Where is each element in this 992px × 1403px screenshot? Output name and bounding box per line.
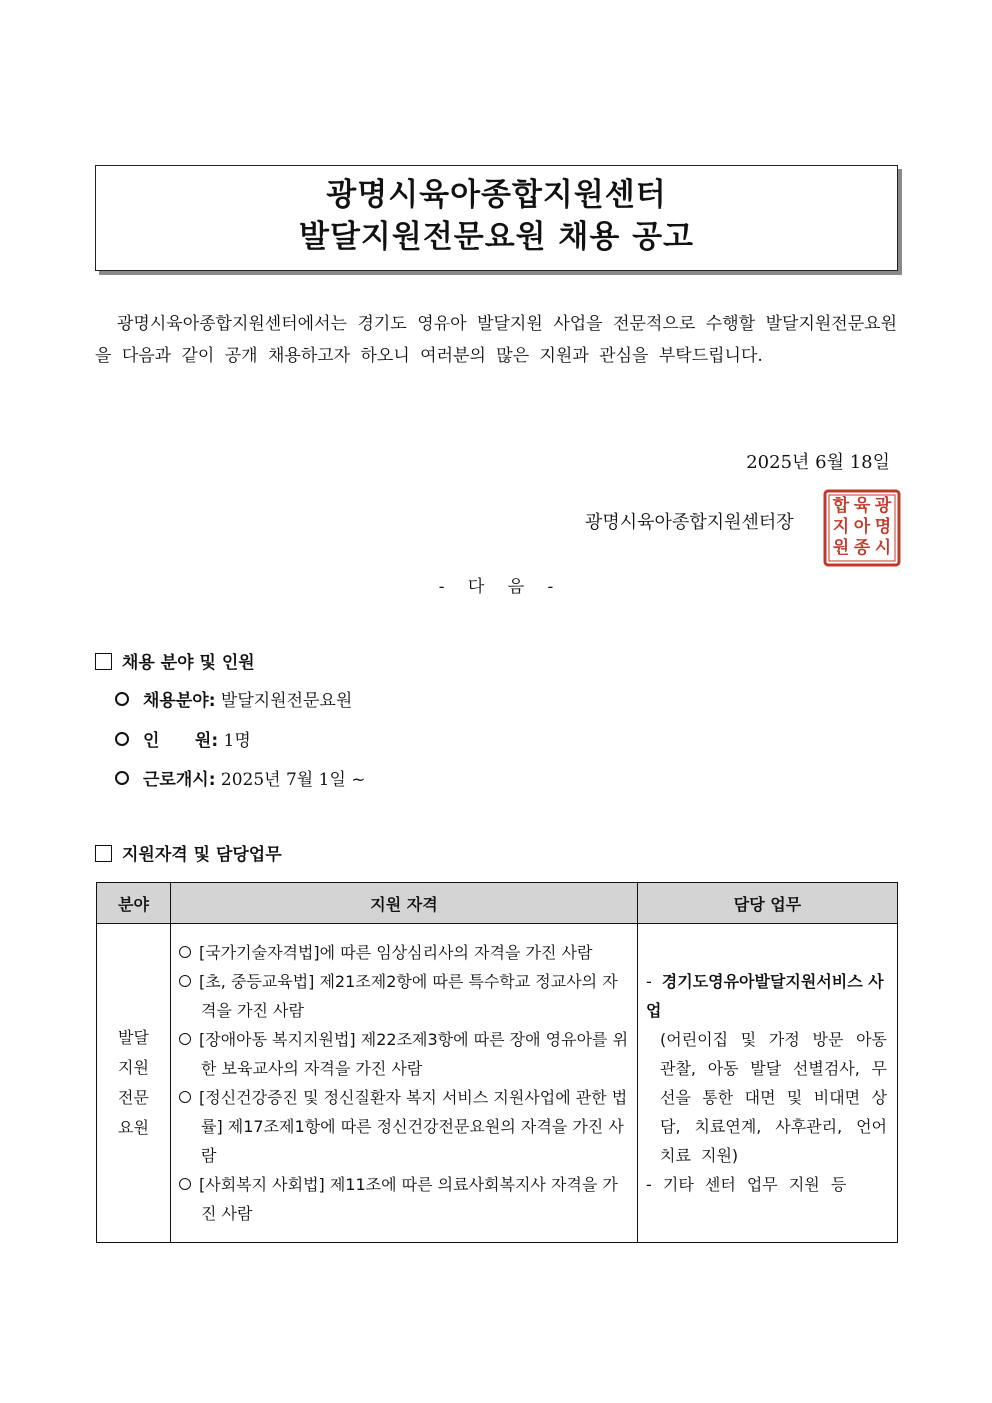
intro-paragraph: 광명시육아종합지원센터에서는 경기도 영유아 발달지원 사업을 전문적으로 수행할 발달지원전문요원을 다음과 같이 공개 채용하고자 하오니 여러분의 많은 지원과 관심을 부탁드립니다. [95, 314, 897, 366]
qualification-table [96, 882, 898, 1243]
item-key: 채용분야: [143, 691, 216, 711]
qualification-text: [정신건강증진 및 정신질환자 복지 서비스 지원사업에 관한 법률] 제17조제1항에 따른 정신건강전문요원의 자격을 가진 사람 [199, 1088, 628, 1165]
item-value: 발달지원전문요원 [215, 691, 353, 711]
section-recruitment [95, 648, 255, 673]
circle-bullet-icon [179, 1178, 191, 1190]
header-field: 분야 [97, 883, 171, 924]
circle-bullet-icon [115, 692, 129, 706]
section-title: 채용 분야 및 인원 [122, 653, 255, 673]
circle-bullet-icon [179, 946, 191, 958]
table-header-row [97, 883, 898, 924]
duty-main: - 경기도영유아발달지원서비스 사업 [646, 972, 884, 1020]
circle-bullet-icon [179, 1033, 191, 1045]
list-item [115, 686, 352, 711]
seal-char: 아 [853, 517, 871, 537]
seal-char: 육 [853, 496, 871, 516]
title-box [95, 165, 898, 271]
list-item [115, 765, 366, 790]
circle-bullet-icon [115, 771, 129, 785]
circle-bullet-icon [115, 732, 129, 746]
qualification-item [179, 1170, 629, 1228]
section-title: 지원자격 및 담당업무 [122, 845, 282, 865]
seal-char: 지 [832, 517, 850, 537]
item-key: 근로개시: [143, 770, 216, 790]
field-line: 발달 [118, 1028, 149, 1047]
checkbox-square-icon [95, 845, 112, 862]
item-key: 인 원: [143, 731, 219, 751]
duty-detail: (어린이집 및 가정 방문 아동관찰, 아동 발달 선별검사, 무선을 통한 대면 및 비대면 상담, 치료연계, 사후관리, 언어치료 지원) [660, 1030, 887, 1165]
section-qualifications [95, 840, 282, 865]
seal-char: 시 [874, 538, 892, 558]
seal-char: 명 [874, 517, 892, 537]
circle-bullet-icon [179, 975, 191, 987]
seal-char: 종 [853, 538, 871, 558]
field-line: 지원 [118, 1058, 149, 1077]
circle-bullet-icon [179, 1091, 191, 1103]
item-value: 1명 [218, 731, 251, 751]
checkbox-square-icon [95, 653, 112, 670]
header-duties: 담당 업무 [638, 883, 898, 924]
duty-main-text: 경기도영유아발달지원서비스 사업 [646, 972, 884, 1020]
field-line: 전문 [118, 1088, 149, 1107]
seal-char: 합 [832, 496, 850, 516]
qualification-text: [국가기술자격법]에 따른 임상심리사의 자격을 가진 사람 [199, 943, 593, 962]
qualification-item [179, 967, 629, 1025]
qualification-item [179, 1025, 629, 1083]
qualification-text: [초, 중등교육법] 제21조제2항에 따른 특수학교 정교사의 자격을 가진 사람 [199, 972, 618, 1020]
seal-char: 원 [832, 538, 850, 558]
duty-other: - 기타 센터 업무 지원 등 [646, 1175, 847, 1194]
header-qualifications: 지원 자격 [171, 883, 638, 924]
table-row [97, 924, 898, 1243]
signer-name: 광명시육아종합지원센터장 [585, 512, 794, 533]
item-value: 2025년 7월 1일 ~ [215, 770, 366, 790]
title-line-2: 발달지원전문요원 채용 공고 [299, 219, 694, 255]
seal-char: 광 [874, 496, 892, 516]
duties-cell [638, 924, 898, 1243]
title-line-1: 광명시육아종합지원센터 [326, 177, 667, 213]
official-seal-icon [823, 489, 901, 567]
field-line: 요원 [118, 1118, 149, 1137]
next-heading: - 다 음 - [438, 577, 554, 597]
field-cell [97, 924, 171, 1243]
qualification-item [179, 938, 629, 967]
list-item [115, 726, 251, 751]
qualification-text: [사회복지 사회법] 제11조에 따른 의료사회복지사 자격을 가진 사람 [199, 1175, 618, 1223]
qualification-text: [장애아동 복지지원법] 제22조제3항에 따른 장애 영유아를 위한 보육교사의 자격을 가진 사람 [199, 1030, 629, 1078]
qualification-item [179, 1083, 629, 1170]
announcement-date: 2025년 6월 18일 [746, 452, 890, 473]
qualifications-cell [171, 924, 638, 1243]
